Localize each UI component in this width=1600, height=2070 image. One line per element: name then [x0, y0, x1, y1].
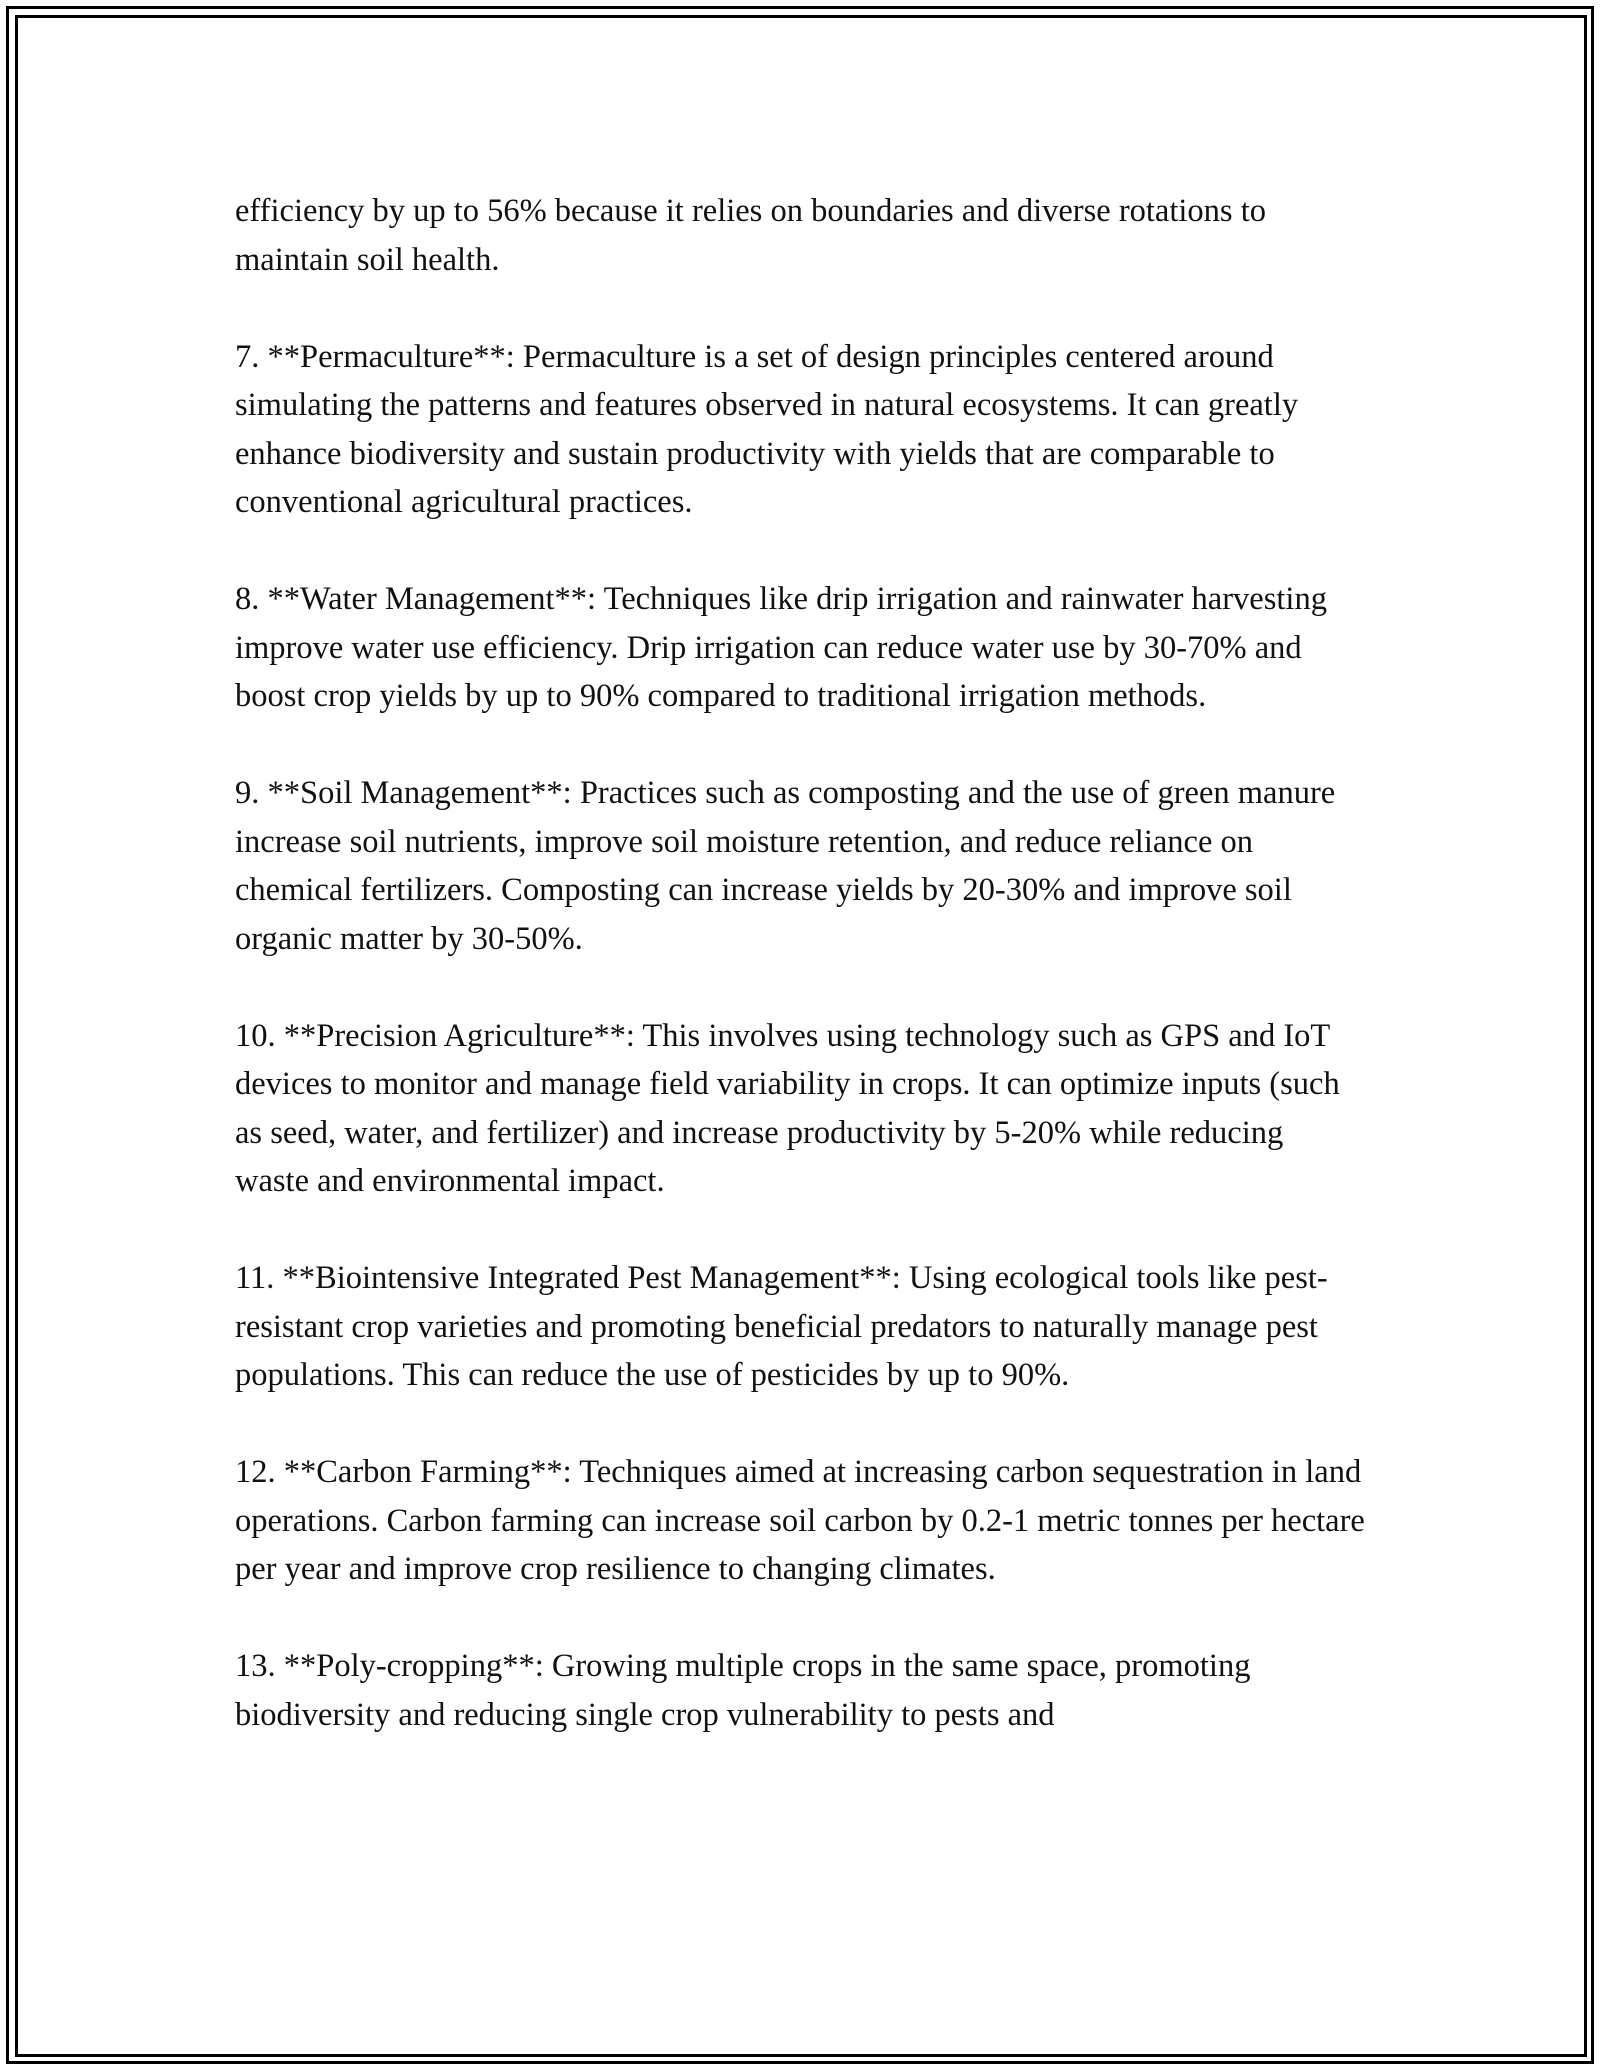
- document-body: [235, 187, 1365, 1788]
- paragraph-pest-management: 11. **Biointensive Integrated Pest Management**: Using ecological tools like pest-resistant crop varieties and promoting beneficial predators to naturally manage pest populations. This can reduce the use of pesticides by up to 90%.: [235, 1260, 1328, 1393]
- paragraph-soil-management: 9. **Soil Management**: Practices such as composting and the use of green manure increase soil nutrients, improve soil moisture retention, and reduce reliance on chemical fertilizers. Composting can increase yields by 20-30% and improve soil organic matter by 30-50%.: [235, 775, 1336, 957]
- paragraph-permaculture: 7. **Permaculture**: Permaculture is a set of design principles centered around simulating the patterns and features observed in natural ecosystems. It can greatly enhance biodiversity and sustain productivity with yields that are comparable to conventional agricultural practices.: [235, 338, 1299, 520]
- paragraph-continuation: efficiency by up to 56% because it relies on boundaries and diverse rotations to maintain soil health.: [235, 193, 1266, 278]
- paragraph-poly-cropping: 13. **Poly-cropping**: Growing multiple crops in the same space, promoting biodiversity and reducing single crop vulnerability to pests and: [235, 1648, 1251, 1733]
- paragraph-water-management: 8. **Water Management**: Techniques like drip irrigation and rainwater harvesting improve water use efficiency. Drip irrigation can reduce water use by 30-70% and boost crop yields by up to 90% compared to traditional irrigation methods.: [235, 581, 1327, 714]
- paragraph-carbon-farming: 12. **Carbon Farming**: Techniques aimed at increasing carbon sequestration in land operations. Carbon farming can increase soil carbon by 0.2-1 metric tonnes per hectare per year and improve crop resilience to changing climates.: [235, 1454, 1365, 1587]
- paragraph-precision-agriculture: 10. **Precision Agriculture**: This involves using technology such as GPS and IoT devices to monitor and manage field variability in crops. It can optimize inputs (such as seed, water, and fertilizer) and increase productivity by 5-20% while reducing waste and environmental impact.: [235, 1017, 1340, 1199]
